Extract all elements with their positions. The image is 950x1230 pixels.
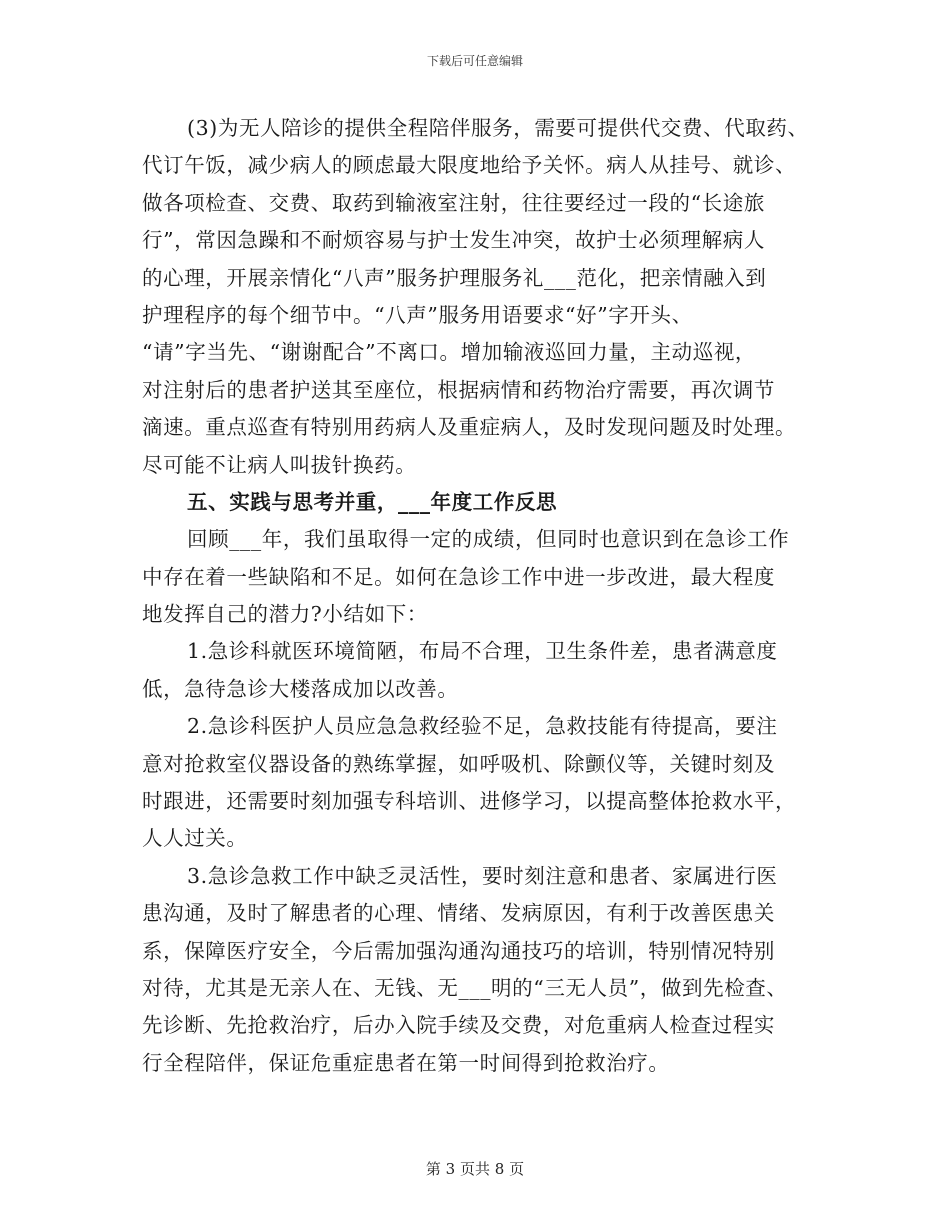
text-line: 回顾___年，我们虽取得一定的成绩，但同时也意识到在急诊工作 xyxy=(187,527,790,552)
text-line: 地发挥自己的潜力?小结如下： xyxy=(142,602,428,627)
text-line: 代订午饭，减少病人的顾虑最大限度地给予关怀。病人从挂号、就诊、 xyxy=(142,153,797,178)
text-line: “请”字当先、“谢谢配合”不离口。增加输液巡回力量，主动巡视， xyxy=(142,340,757,365)
text-line: 对注射后的患者护送其至座位，根据病情和药物治疗需要，再次调节 xyxy=(142,377,775,402)
document-body xyxy=(142,110,812,1082)
text-line: 做各项检查、交费、取药到输液室注射，往往要经过一段的“长途旅 xyxy=(142,190,765,215)
text-line: 先诊断、先抢救治疗，后办入院手续及交费，对危重病人检查过程实 xyxy=(142,1013,775,1038)
text-line: 患沟通，及时了解患者的心理、情绪、发病原因，有利于改善医患关 xyxy=(142,901,775,926)
text-line: 中存在着一些缺陷和不足。如何在急诊工作中进一步改进，最大程度 xyxy=(142,564,775,589)
text-line: 尽可能不让病人叫拔针换药。 xyxy=(142,452,417,477)
section-heading: 五、实践与思考并重，___年度工作反思 xyxy=(187,489,558,514)
text-line: 2.急诊科医护人员应急急救经验不足，急救技能有待提高，要注 xyxy=(187,714,778,739)
text-line: 行全程陪伴，保证危重症患者在第一时间得到抢救治疗。 xyxy=(142,1050,670,1075)
text-line: 时跟进，还需要时刻加强专科培训、进修学习，以提高整体抢救水平， xyxy=(142,789,797,814)
text-line: 低，急待急诊大楼落成加以改善。 xyxy=(142,676,459,701)
text-line: 3.急诊急救工作中缺乏灵活性，要时刻注意和患者、家属进行医 xyxy=(187,863,778,888)
text-line: (3)为无人陪诊的提供全程陪伴服务，需要可提供代交费、代取药、 xyxy=(187,116,809,140)
page-header: 下载后可任意编辑 xyxy=(426,54,523,68)
text-line: 1.急诊科就医环境简陋，布局不合理，卫生条件差，患者满意度 xyxy=(187,639,778,664)
text-line: 对待，尤其是无亲人在、无钱、无___明的“三无人员”，做到先检查、 xyxy=(142,975,788,1000)
text-line: 滴速。重点巡查有特别用药病人及重症病人，及时发现问题及时处理。 xyxy=(142,415,797,440)
page-footer: 第 3 页共 8 页 xyxy=(425,1160,525,1178)
text-line: 行”，常因急躁和不耐烦容易与护士发生冲突，故护士必须理解病人 xyxy=(142,228,765,253)
text-line: 人人过关。 xyxy=(142,826,248,851)
text-line: 意对抢救室仪器设备的熟练掌握，如呼吸机、除颤仪等，关键时刻及 xyxy=(142,751,775,776)
text-line: 系，保障医疗安全，今后需加强沟通沟通技巧的培训，特别情况特别 xyxy=(142,938,775,963)
text-line: 护理程序的每个细节中。“八声”服务用语要求“好”字开头、 xyxy=(142,302,693,327)
text-line: 的心理，开展亲情化“八声”服务护理服务礼___范化，把亲情融入到 xyxy=(142,265,767,290)
